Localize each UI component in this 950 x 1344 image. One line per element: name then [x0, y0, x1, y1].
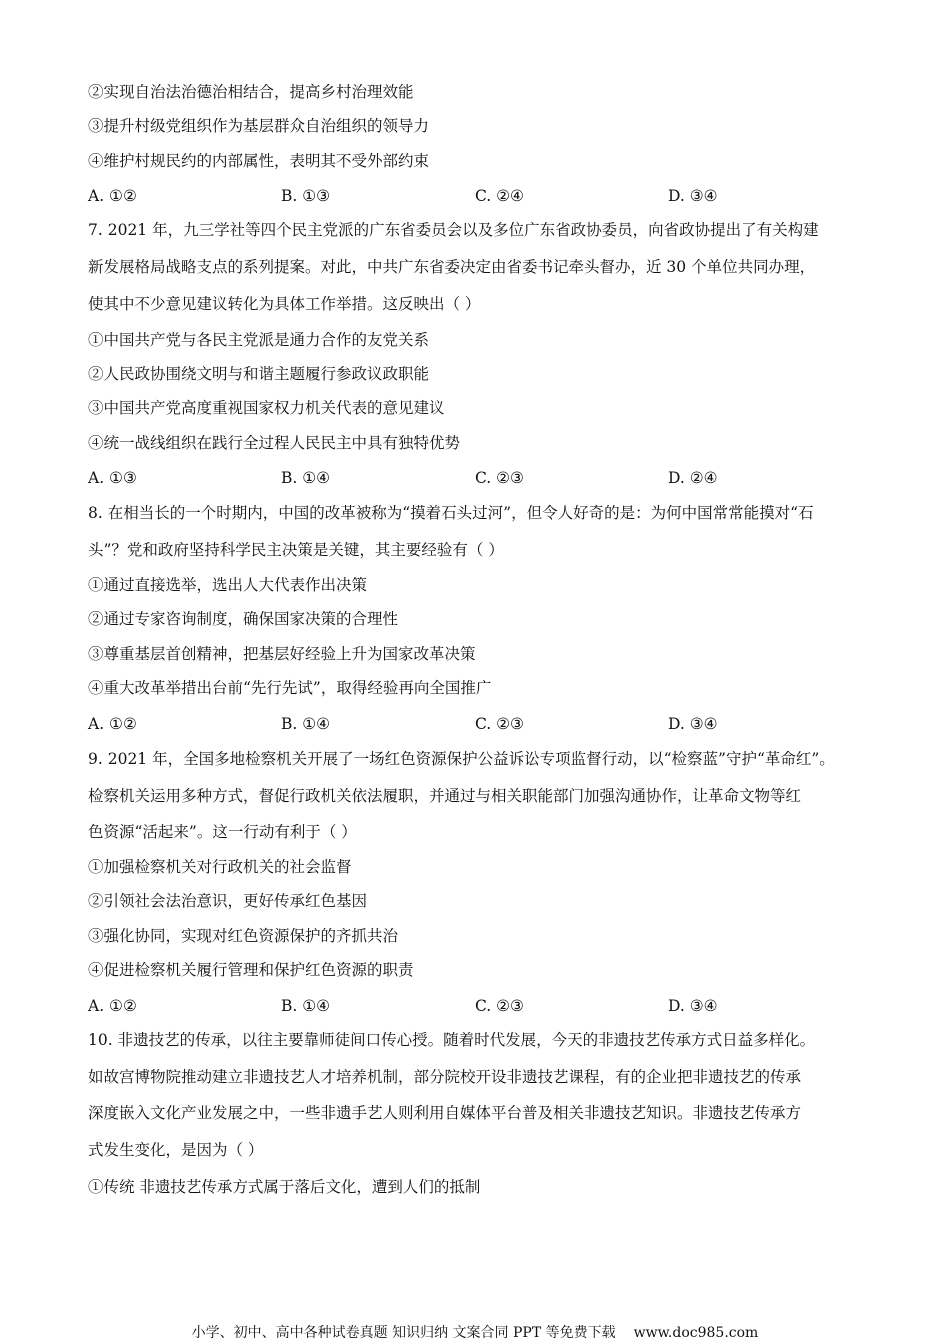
q10-stem-line-4: 式发生变化，是因为（ ） [88, 1141, 264, 1159]
q8-option-c: C. ②③ [475, 715, 524, 733]
q6-item-4: ④维护村规民约的内部属性，表明其不受外部约束 [88, 152, 430, 170]
q7-option-c: C. ②③ [475, 469, 524, 487]
q7-item-4: ④统一战线组织在践行全过程人民民主中具有独特优势 [88, 434, 461, 452]
q7-stem-line-1: 7. 2021 年，九三学社等四个民主党派的广东省委员会以及多位广东省政协委员，向省政协提出了有关构建 [88, 221, 819, 239]
q7-option-b: B. ①④ [281, 469, 331, 487]
q8-item-1: ①通过直接选举，选出人大代表作出决策 [88, 576, 368, 594]
q8-item-3: ③尊重基层首创精神，把基层好经验上升为国家改革决策 [88, 645, 476, 663]
q8-item-4: ④重大改革举措出台前“先行先试”，取得经验再向全国推广 [88, 679, 492, 697]
q9-stem-line-2: 检察机关运用多种方式，督促行政机关依法履职，并通过与相关职能部门加强沟通协作，让革命文物等红 [88, 787, 802, 805]
q7-item-3: ③中国共产党高度重视国家权力机关代表的意见建议 [88, 399, 445, 417]
q7-item-1: ①中国共产党与各民主党派是通力合作的友党关系 [88, 331, 430, 349]
q9-stem-line-1: 9. 2021 年，全国多地检察机关开展了一场红色资源保护公益诉讼专项监督行动，以“检察蓝”守护“革命红”。 [88, 750, 835, 768]
q8-option-a: A. ①② [88, 715, 137, 733]
q10-stem-line-2: 如故宫博物院推动建立非遗技艺人才培养机制，部分院校开设非遗技艺课程，有的企业把非遗技艺的传承 [88, 1068, 802, 1086]
q8-option-b: B. ①④ [281, 715, 331, 733]
q7-option-a: A. ①③ [88, 469, 137, 487]
q10-stem-line-1: 10. 非遗技艺的传承，以往主要靠师徒间口传心授。随着时代发展，今天的非遗技艺传承方式日益多样化。 [88, 1031, 816, 1049]
q9-option-a: A. ①② [88, 997, 137, 1015]
q6-option-b: B. ①③ [281, 187, 331, 205]
q10-item-1: ①传统 非遗技艺传承方式属于落后文化，遭到人们的抵制 [88, 1178, 481, 1196]
q9-item-3: ③强化协同，实现对红色资源保护的齐抓共治 [88, 927, 399, 945]
q8-options [88, 714, 888, 736]
q10-stem-line-3: 深度嵌入文化产业发展之中，一些非遗手艺人则利用自媒体平台普及相关非遗技艺知识。非遗技艺传承方 [88, 1104, 802, 1122]
q7-option-d: D. ②④ [668, 469, 718, 487]
q9-option-d: D. ③④ [668, 997, 718, 1015]
q7-options [88, 468, 888, 490]
footer-text: 小学、初中、高中各种试卷真题 知识归纳 文案合同 PPT 等免费下载 [191, 1325, 616, 1341]
q8-item-2: ②通过专家咨询制度，确保国家决策的合理性 [88, 610, 399, 628]
q6-option-d: D. ③④ [668, 187, 718, 205]
q8-stem-line-2: 头”？党和政府坚持科学民主决策是关键，其主要经验有（ ） [88, 541, 504, 559]
q7-stem-line-3: 使其中不少意见建议转化为具体工作举措。这反映出（ ） [88, 295, 481, 313]
q9-stem-line-3: 色资源“活起来”。这一行动有利于（ ） [88, 823, 357, 841]
q8-stem-line-1: 8. 在相当长的一个时期内，中国的改革被称为“摸着石头过河”，但令人好奇的是：为何中国常常能摸对“石 [88, 504, 814, 522]
q8-option-d: D. ③④ [668, 715, 718, 733]
q6-item-3: ③提升村级党组织作为基层群众自治组织的领导力 [88, 117, 430, 135]
q9-item-4: ④促进检察机关履行管理和保护红色资源的职责 [88, 961, 414, 979]
footer-link[interactable]: www.doc985.com [633, 1325, 759, 1341]
q6-option-c: C. ②④ [475, 187, 524, 205]
q9-option-b: B. ①④ [281, 997, 331, 1015]
q9-option-c: C. ②③ [475, 997, 524, 1015]
page-footer [0, 1324, 950, 1342]
q6-item-2: ②实现自治法治德治相结合，提高乡村治理效能 [88, 83, 414, 101]
q7-stem-line-2: 新发展格局战略支点的系列提案。对此，中共广东省委决定由省委书记牵头督办，近 30 个单位共同办理， [88, 258, 816, 276]
q9-options [88, 996, 888, 1018]
q9-item-2: ②引领社会法治意识，更好传承红色基因 [88, 892, 368, 910]
q7-item-2: ②人民政协围绕文明与和谐主题履行参政议政职能 [88, 365, 430, 383]
q9-item-1: ①加强检察机关对行政机关的社会监督 [88, 858, 352, 876]
q6-option-a: A. ①② [88, 187, 137, 205]
q6-options [88, 186, 888, 208]
